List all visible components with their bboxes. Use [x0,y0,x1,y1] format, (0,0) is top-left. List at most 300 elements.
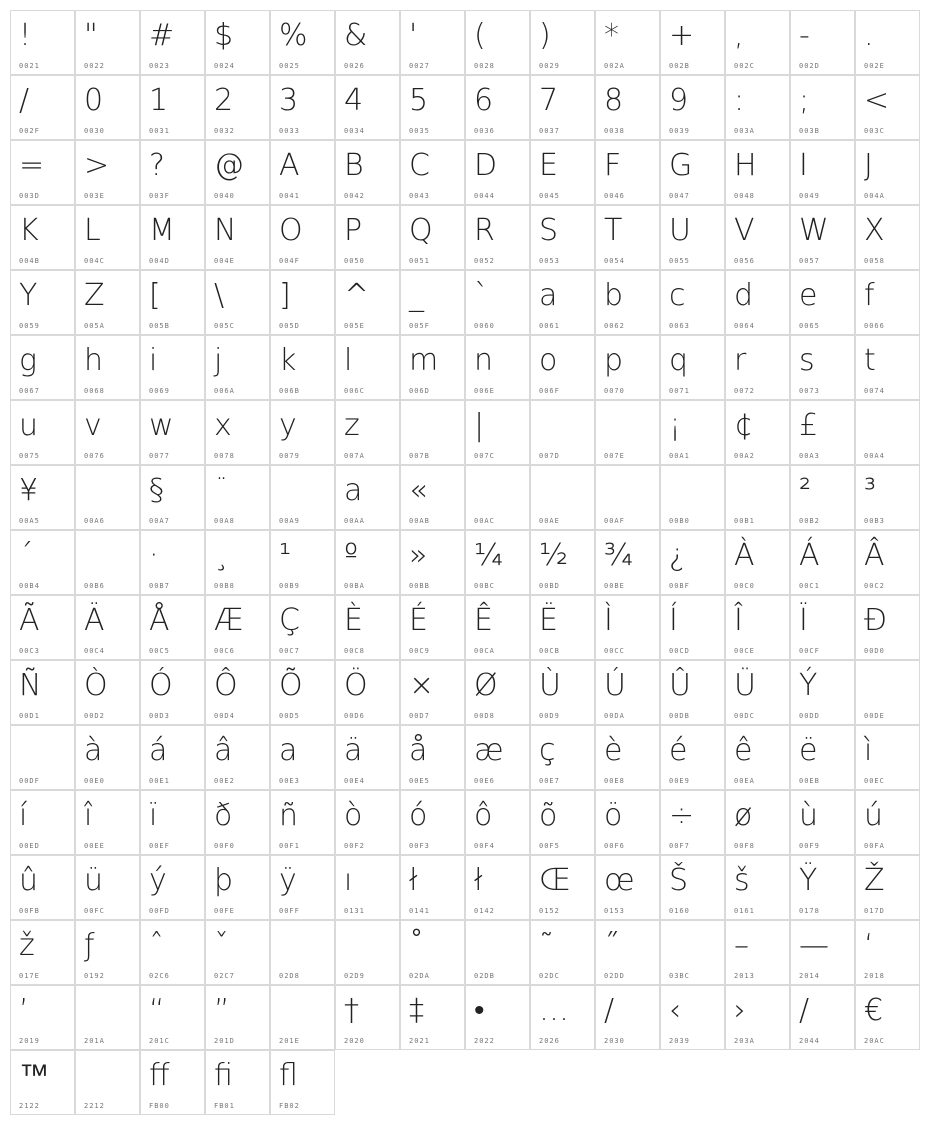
glyph-code: 0032 [214,127,235,135]
glyph-code: 00CB [539,647,560,655]
glyph-char: Û [669,668,691,703]
glyph-code: 00F6 [604,842,625,850]
glyph-cell [400,205,465,270]
glyph-cell [10,465,75,530]
glyph-char: ™ [19,1058,49,1093]
glyph-cell [400,725,465,790]
glyph-char: ¹ [279,538,292,573]
glyph-char: k [279,343,297,378]
glyph-cell [270,270,335,335]
glyph-cell [595,335,660,400]
glyph-cell [75,205,140,270]
glyph-char: æ [474,733,504,768]
glyph-code: 00CD [669,647,690,655]
glyph-cell [790,335,855,400]
glyph-cell [205,270,270,335]
glyph-code: 004D [149,257,170,265]
glyph-char: T [604,213,623,248]
glyph-char: ƒ [84,928,95,963]
glyph-char: ﬂ [279,1058,298,1093]
glyph-code: 003F [149,192,170,200]
glyph-cell [10,530,75,595]
glyph-code: 007D [539,452,560,460]
glyph-cell [725,985,790,1050]
glyph-code: 005C [214,322,235,330]
glyph-char: ' [409,18,418,53]
glyph-char: I [799,148,808,183]
glyph-cell [595,595,660,660]
glyph-cell [790,140,855,205]
glyph-cell [140,205,205,270]
glyph-cell [270,335,335,400]
glyph-code: 002C [734,62,755,70]
glyph-cell [400,335,465,400]
glyph-char: Ú [604,668,626,703]
glyph-char: ’ [19,993,29,1028]
glyph-code: 0041 [279,192,300,200]
glyph-code: 00AA [344,517,365,525]
glyph-cell [140,140,205,205]
glyph-cell [335,725,400,790]
glyph-char: Â [864,538,885,573]
glyph-code: 00BD [539,582,560,590]
glyph-code: 006C [344,387,365,395]
glyph-code: 0192 [84,972,105,980]
glyph-char: ł [474,863,483,898]
glyph-cell [205,985,270,1050]
glyph-char: ˆ [149,928,164,963]
glyph-code: 2026 [539,1037,560,1045]
glyph-char: : [734,83,745,118]
glyph-cell [855,400,920,465]
glyph-char: h [84,343,104,378]
glyph-cell [75,140,140,205]
glyph-char: ÷ [669,798,695,833]
glyph-code: 0055 [669,257,690,265]
glyph-char: M [149,213,175,248]
glyph-char: ¢ [734,408,754,443]
glyph-char: Ä [84,603,105,638]
glyph-cell [270,595,335,660]
glyph-code: 003C [864,127,885,135]
glyph-cell [75,985,140,1050]
glyph-cell [140,920,205,985]
glyph-char: b [604,278,624,313]
glyph-char: » [409,538,428,573]
glyph-char: Æ [214,603,244,638]
glyph-cell [660,920,725,985]
glyph-code: 00A8 [214,517,235,525]
glyph-cell [595,270,660,335]
glyph-char: ò [344,798,363,833]
glyph-cell [10,920,75,985]
glyph-cell [725,75,790,140]
glyph-code: 0027 [409,62,430,70]
glyph-code: 0023 [149,62,170,70]
glyph-char: 8 [604,83,624,118]
glyph-cell [335,335,400,400]
glyph-code: 2212 [84,1102,105,1110]
glyph-cell [855,790,920,855]
glyph-code: 00BF [669,582,690,590]
glyph-cell [790,595,855,660]
glyph-char: m [409,343,439,378]
glyph-char: É [409,603,428,638]
glyph-cell [465,660,530,725]
glyph-cell [75,660,140,725]
glyph-cell [465,205,530,270]
glyph-cell [530,10,595,75]
glyph-char: / [799,993,810,1028]
glyph-code: 00E9 [669,777,690,785]
glyph-char: $ [214,18,234,53]
glyph-cell [10,660,75,725]
glyph-cell [75,790,140,855]
glyph-char: # [149,18,175,53]
glyph-code: 00E0 [84,777,105,785]
glyph-char: @ [214,148,244,183]
glyph-char: í [19,798,28,833]
glyph-code: 00B0 [669,517,690,525]
glyph-code: 00E3 [279,777,300,785]
glyph-cell [205,595,270,660]
glyph-code: 00F3 [409,842,430,850]
glyph-cell [205,335,270,400]
glyph-cell [530,140,595,205]
glyph-cell [530,205,595,270]
glyph-cell [790,790,855,855]
glyph-code: 0076 [84,452,105,460]
glyph-code: 02DD [604,972,625,980]
glyph-code: 00C0 [734,582,755,590]
glyph-char: Ÿ [799,863,818,898]
glyph-code: 00FA [864,842,885,850]
glyph-cell [725,595,790,660]
glyph-cell [140,595,205,660]
glyph-code: 0035 [409,127,430,135]
glyph-code: 006D [409,387,430,395]
glyph-char: Ç [279,603,300,638]
glyph-code: 00C6 [214,647,235,655]
glyph-char: [ [149,278,161,313]
glyph-char: ﬁ [214,1058,233,1093]
glyph-char: N [214,213,237,248]
glyph-code: 002A [604,62,625,70]
glyph-code: 00CF [799,647,820,655]
glyph-code: 00FB [19,907,40,915]
glyph-cell [725,335,790,400]
glyph-char: j [214,343,223,378]
glyph-cell [790,465,855,530]
glyph-cell [660,790,725,855]
glyph-code: 0040 [214,192,235,200]
glyph-code: 00C7 [279,647,300,655]
glyph-char: ` [474,278,489,313]
glyph-code: 0178 [799,907,820,915]
glyph-cell [530,530,595,595]
glyph-char: - [799,18,810,53]
glyph-cell [140,530,205,595]
glyph-code: 0067 [19,387,40,395]
glyph-code: 0039 [669,127,690,135]
glyph-cell [790,530,855,595]
glyph-char: A [279,148,300,183]
glyph-cell [140,270,205,335]
glyph-cell [790,10,855,75]
glyph-cell [140,855,205,920]
glyph-cell [335,595,400,660]
glyph-char: ó [409,798,428,833]
glyph-code: 00EC [864,777,885,785]
glyph-code: 00AC [474,517,495,525]
glyph-code: 0075 [19,452,40,460]
glyph-cell [140,725,205,790]
glyph-char: † [344,993,359,1028]
glyph-char: 6 [474,83,494,118]
glyph-cell [595,140,660,205]
glyph-code: 0033 [279,127,300,135]
glyph-char: € [864,993,884,1028]
glyph-char: Å [149,603,170,638]
glyph-char: ï [149,798,158,833]
glyph-char: ö [604,798,623,833]
glyph-code: 004F [279,257,300,265]
glyph-code: 0070 [604,387,625,395]
glyph-cell [725,400,790,465]
glyph-code: 0072 [734,387,755,395]
glyph-char: Ü [734,668,756,703]
glyph-cell [855,140,920,205]
glyph-code: 00FC [84,907,105,915]
glyph-code: 0038 [604,127,625,135]
glyph-cell [595,530,660,595]
glyph-char: ‡ [409,993,424,1028]
glyph-cell [465,335,530,400]
glyph-code: 00B1 [734,517,755,525]
glyph-char: ˝ [604,928,619,963]
glyph-char: ] [279,278,291,313]
glyph-char: ÿ [279,863,297,898]
glyph-cell [660,855,725,920]
glyph-char: x [214,408,232,443]
glyph-cell [530,920,595,985]
glyph-code: 00F4 [474,842,495,850]
glyph-code: 005B [149,322,170,330]
glyph-code: 00A6 [84,517,105,525]
glyph-char: S [539,213,559,248]
glyph-cell [855,10,920,75]
glyph-code: 0079 [279,452,300,460]
glyph-char: Í [669,603,678,638]
glyph-code: 007E [604,452,625,460]
glyph-char: Õ [279,668,303,703]
glyph-char: Ì [604,603,613,638]
glyph-cell [855,205,920,270]
glyph-cell [75,465,140,530]
glyph-char: Ø [474,668,498,703]
glyph-cell [855,920,920,985]
glyph-code: 2013 [734,972,755,980]
glyph-code: 0048 [734,192,755,200]
glyph-char: f [864,278,875,313]
glyph-code: 00EB [799,777,820,785]
glyph-code: 00B2 [799,517,820,525]
glyph-char: r [734,343,747,378]
glyph-cell [335,660,400,725]
glyph-cell [400,790,465,855]
glyph-code: 0131 [344,907,365,915]
glyph-cell [205,140,270,205]
glyph-cell [75,1050,140,1115]
glyph-code: 007B [409,452,430,460]
glyph-char: % [279,18,308,53]
glyph-code: 2122 [19,1102,40,1110]
glyph-cell [465,530,530,595]
glyph-code: 0141 [409,907,430,915]
glyph-code: 00A5 [19,517,40,525]
glyph-code: 004A [864,192,885,200]
glyph-char: H [734,148,757,183]
glyph-code: 00B3 [864,517,885,525]
glyph-code: 0054 [604,257,625,265]
glyph-cell [595,985,660,1050]
glyph-char: ý [149,863,167,898]
glyph-code: 005E [344,322,365,330]
glyph-cell [400,595,465,660]
glyph-code: 00D1 [19,712,40,720]
glyph-code: 0061 [539,322,560,330]
glyph-code: 2018 [864,972,885,980]
glyph-code: 0078 [214,452,235,460]
glyph-cell [595,465,660,530]
glyph-cell [75,270,140,335]
glyph-char: u [19,408,39,443]
glyph-code: 00ED [19,842,40,850]
glyph-char: › [734,993,746,1028]
glyph-code: 004E [214,257,235,265]
glyph-cell [660,205,725,270]
glyph-code: 002F [19,127,40,135]
glyph-char: l [344,343,353,378]
glyph-code: 00C8 [344,647,365,655]
glyph-cell [400,75,465,140]
glyph-code: 00C1 [799,582,820,590]
glyph-char: R [474,213,495,248]
glyph-char: J [864,148,873,183]
glyph-char: ‹ [669,993,681,1028]
glyph-char: t [864,343,876,378]
glyph-cell [205,205,270,270]
glyph-char: 2 [214,83,234,118]
glyph-char: X [864,213,885,248]
glyph-char: / [19,83,30,118]
glyph-char: ‘ [864,928,874,963]
glyph-code: 0066 [864,322,885,330]
glyph-char: £ [799,408,819,443]
glyph-char: ˇ [214,928,229,963]
glyph-code: 0074 [864,387,885,395]
glyph-cell [10,790,75,855]
glyph-char: Y [19,278,38,313]
glyph-code: 0063 [669,322,690,330]
glyph-cell [10,595,75,660]
glyph-cell [270,985,335,1050]
glyph-char: ¨ [214,473,229,508]
glyph-code: 017E [19,972,40,980]
glyph-cell [660,270,725,335]
glyph-code: 2014 [799,972,820,980]
glyph-code: 0044 [474,192,495,200]
glyph-code: 0049 [799,192,820,200]
glyph-char: ł [409,863,418,898]
glyph-code: 002D [799,62,820,70]
glyph-cell [530,855,595,920]
glyph-char: Ž [864,863,885,898]
glyph-code: 00E2 [214,777,235,785]
glyph-code: 0028 [474,62,495,70]
glyph-code: 00EE [84,842,105,850]
glyph-cell [660,660,725,725]
glyph-code: 0062 [604,322,625,330]
glyph-char: ¾ [604,538,634,573]
glyph-cell [270,465,335,530]
glyph-code: 00F0 [214,842,235,850]
glyph-char: ı [344,863,353,898]
glyph-cell [725,140,790,205]
glyph-char: ž [19,928,35,963]
glyph-char: Ù [539,668,561,703]
glyph-cell [205,530,270,595]
glyph-code: 00F7 [669,842,690,850]
glyph-code: 00DB [669,712,690,720]
glyph-code: 00A4 [864,452,885,460]
glyph-code: 00CA [474,647,495,655]
glyph-code: 0056 [734,257,755,265]
glyph-code: 00D0 [864,647,885,655]
glyph-cell [140,1050,205,1115]
glyph-char: § [149,473,164,508]
glyph-code: 00CE [734,647,755,655]
glyph-code: 201D [214,1037,235,1045]
glyph-code: 00AB [409,517,430,525]
glyph-cell [855,530,920,595]
glyph-cell [400,10,465,75]
glyph-char: ì [864,733,873,768]
glyph-char: d [734,278,754,313]
glyph-cell [270,10,335,75]
glyph-char: ú [864,798,884,833]
glyph-code: FB01 [214,1102,235,1110]
glyph-cell [725,530,790,595]
glyph-code: 0073 [799,387,820,395]
glyph-char: … [539,993,569,1028]
glyph-cell [855,75,920,140]
glyph-cell [205,10,270,75]
glyph-code: 00B8 [214,582,235,590]
glyph-cell [10,1050,75,1115]
glyph-cell [270,530,335,595]
glyph-code: 005D [279,322,300,330]
glyph-cell [855,660,920,725]
glyph-cell [855,595,920,660]
glyph-cell [595,920,660,985]
glyph-code: 00C4 [84,647,105,655]
glyph-code: 00DC [734,712,755,720]
glyph-cell [660,530,725,595]
glyph-char: ¸ [214,538,229,573]
glyph-cell [855,270,920,335]
glyph-char: g [19,343,38,378]
